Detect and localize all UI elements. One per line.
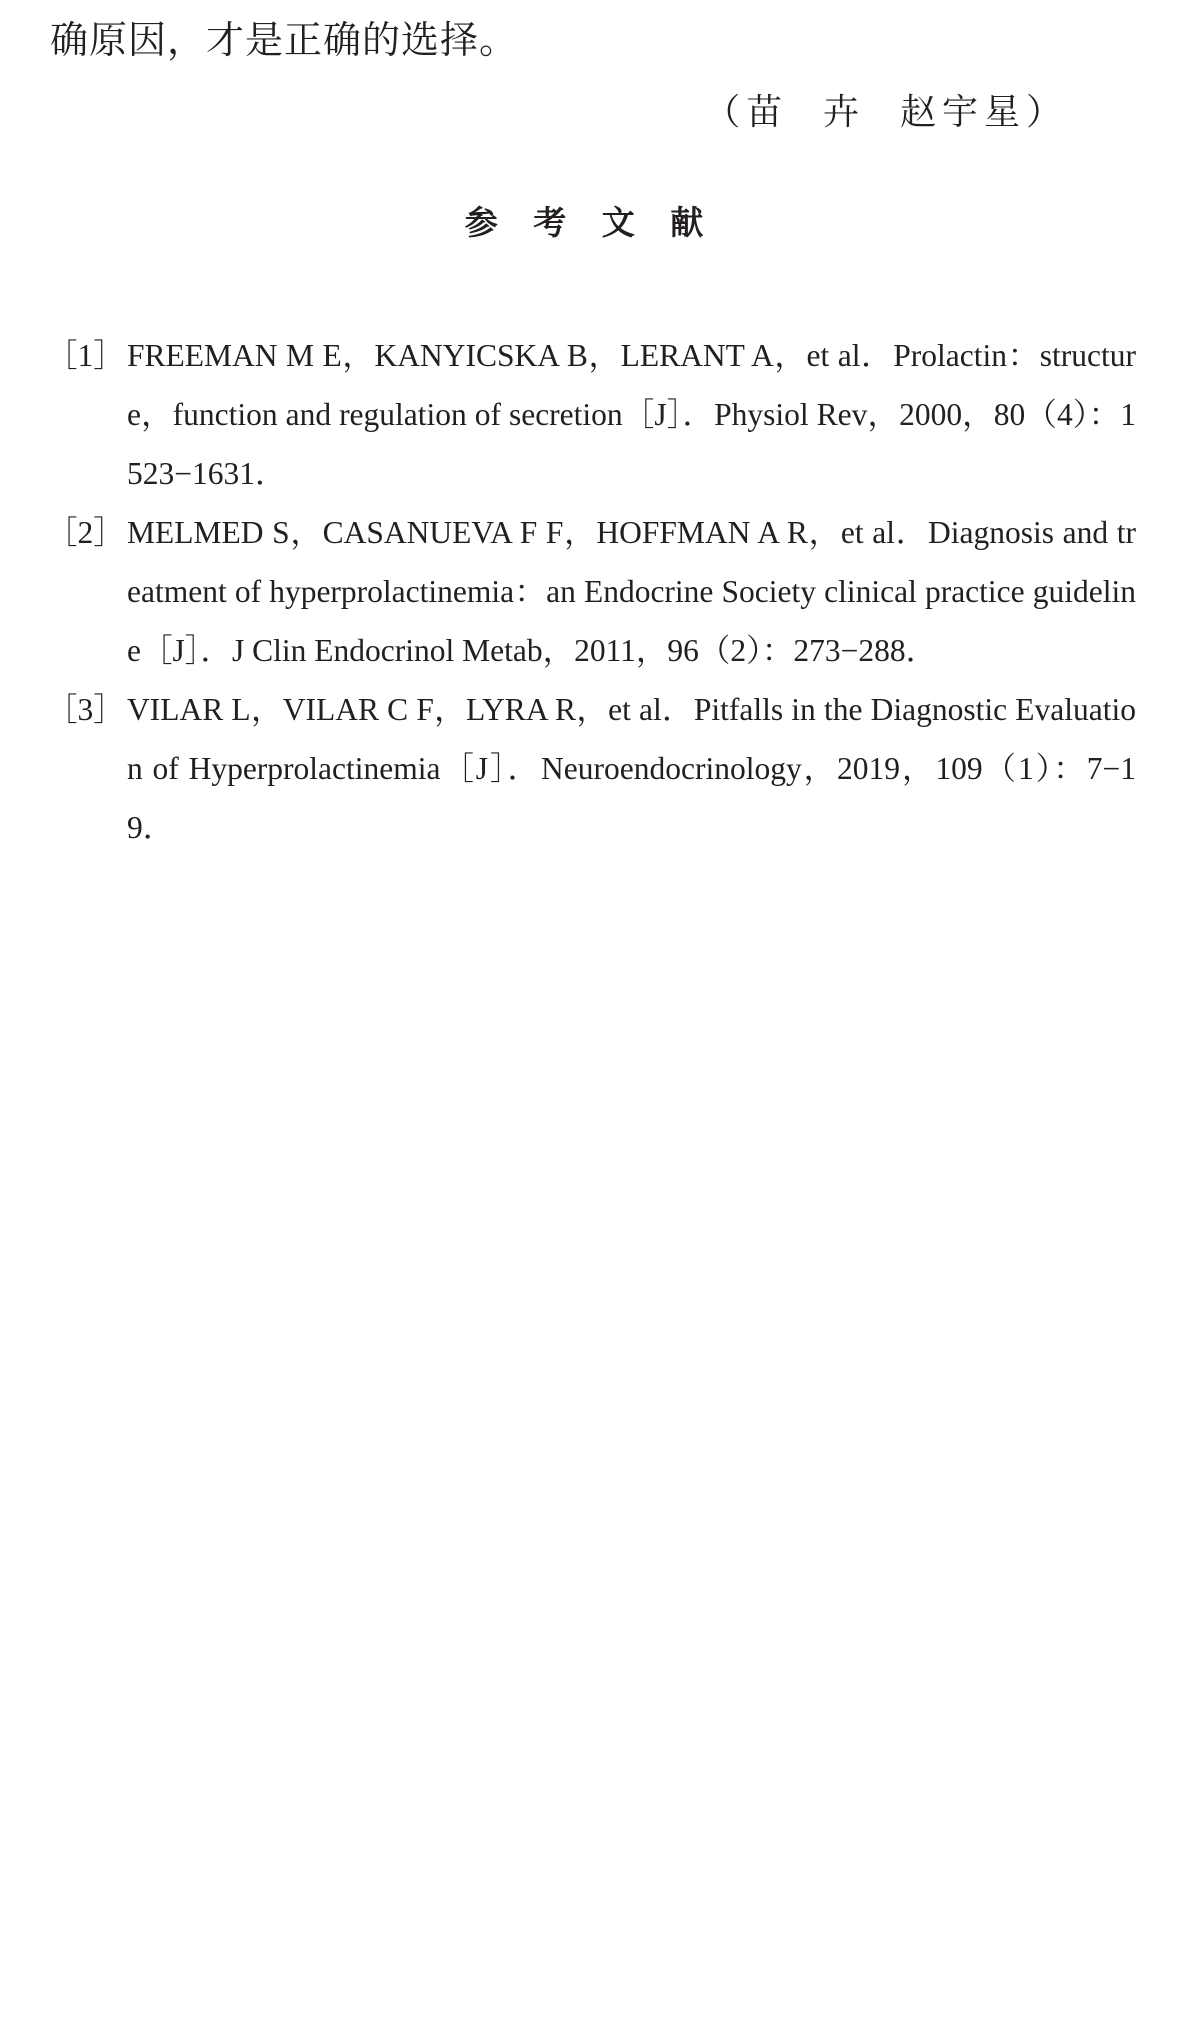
reference-text: VILAR L，VILAR C F，LYRA R，et al．Pitfalls in the Diagnostic Evaluation of Hyperprolactinemia［J］．Neuroendocrinology，2019，109（1）：7−19． — [127, 692, 1136, 845]
reference-number: ［3］ — [46, 692, 125, 727]
reference-text: FREEMAN M E，KANYICSKA B，LERANT A，et al．Prolactin：structure，function and regulation of secretion［J］．Physiol Rev，2000，80（4）：1523−1631． — [127, 338, 1136, 491]
reference-list — [46, 326, 1136, 857]
reference-item-1 — [46, 326, 1136, 503]
body-paragraph-end: 确原因，才是正确的选择。 — [50, 18, 519, 62]
author-credit: （苗 卉 赵宇星） — [704, 92, 1068, 133]
reference-item-2 — [46, 503, 1136, 680]
reference-text: MELMED S，CASANUEVA F F，HOFFMAN A R，et al．Diagnosis and treatment of hyperprolactinemia：an Endocrine Society clinical practice guideline［J］．J Clin Endocrinol Metab，2011，96（2）：273−288． — [127, 515, 1136, 668]
references-heading: 参 考 文 献 — [464, 203, 716, 242]
reference-item-3 — [46, 680, 1136, 857]
reference-number: ［2］ — [46, 515, 125, 550]
reference-number: ［1］ — [46, 338, 125, 373]
